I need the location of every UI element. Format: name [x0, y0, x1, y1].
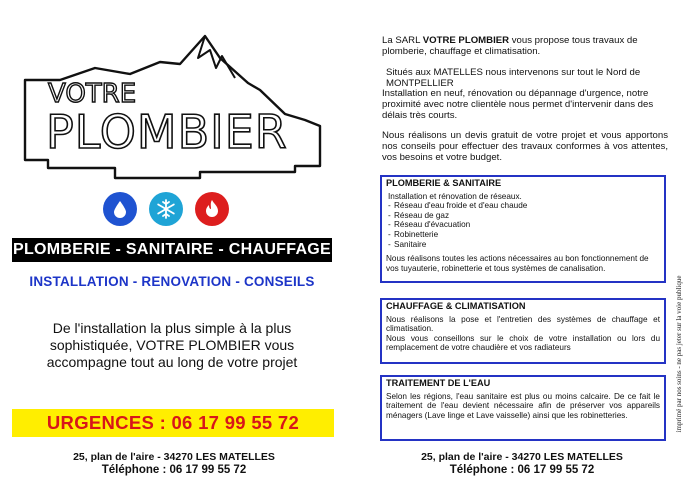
intro-paragraph-2: Situés aux MATELLES nous intervenons sur tout le Nord de MONTPELLIER	[386, 67, 641, 90]
box3-text: Selon les régions, l'eau sanitaire est plus ou moins calcaire. De ce fait le traitement de l'eau devient nécessaire afin de préserver vos appareils ménagers (Lave linge et Lave vaisselle) ainsi que les robinetteries.	[386, 391, 660, 420]
services-subtitle: INSTALLATION - RENOVATION - CONSEILS	[29, 274, 315, 289]
list-item: - Réseau de gaz	[386, 211, 660, 221]
box2-text2: Nous vous conseillons sur le choix de votre installation ou lors du remplacement de votre chaudière et vos radiateurs	[386, 333, 660, 353]
flame-icon	[195, 192, 229, 226]
company-logo	[20, 28, 330, 183]
logo-mountain-snow	[198, 36, 235, 78]
list-item: - Robinetterie	[386, 230, 660, 240]
right-phone[interactable]: Téléphone : 06 17 99 55 72	[449, 464, 595, 476]
box2-text1: Nous réalisons la pose et l'entretien des systèmes de chauffage et climatisation.	[386, 314, 660, 334]
intro-paragraph-3: Installation en neuf, rénovation ou dépannage d'urgence, notre proximité avec notre clientèle nous permet d'intervenir dans des délais très courts.	[382, 88, 654, 122]
p1-prefix: La SARL	[382, 35, 423, 46]
left-contact	[34, 451, 314, 477]
right-contact	[382, 451, 662, 477]
left-phone[interactable]: Téléphone : 06 17 99 55 72	[101, 464, 247, 476]
box3-title: TRAITEMENT DE L'EAU	[386, 378, 491, 388]
box1-lead: Installation et rénovation de réseaux.	[388, 191, 522, 201]
logo-plombier: PLOMBIER	[46, 105, 288, 159]
disposal-notice	[672, 246, 686, 461]
intro-paragraph-4: Nous réalisons un devis gratuit de votre projet et vous apportons nos conseils pour effectuer des travaux conformes à vos attentes, vos besoins et votre budget.	[382, 130, 668, 164]
service-icons	[103, 192, 243, 226]
p1-company-name: VOTRE PLOMBIER	[422, 35, 510, 46]
box2-title: CHAUFFAGE & CLIMATISATION	[386, 301, 526, 311]
box1-footer: Nous réalisons toutes les actions nécessaires au bon fonctionnement de vos tuyauterie, robinetterie et tous systèmes de canalisation.	[386, 254, 649, 273]
disposal-notice-text: imprimé par nos soins - ne pas jeter sur la voie publique	[675, 275, 683, 432]
box-traitement-eau	[380, 375, 666, 441]
box-plomberie-sanitaire	[380, 175, 666, 283]
box-chauffage-climatisation	[380, 298, 666, 364]
right-address: 25, plan de l'aire - 34270 LES MATELLES	[421, 451, 623, 463]
p1-rest: vous propose tous travaux de plomberie, chauffage et climatisation.	[382, 35, 638, 58]
emergency-phone-banner[interactable]: URGENCES : 06 17 99 55 72	[12, 409, 334, 437]
logo-votre: VOTRE	[48, 79, 137, 109]
services-banner: PLOMBERIE - SANITAIRE - CHAUFFAGE	[12, 238, 332, 262]
list-item: - Sanitaire	[386, 240, 660, 250]
intro-paragraph-1	[382, 35, 668, 57]
left-address: 25, plan de l'aire - 34270 LES MATELLES	[73, 451, 275, 463]
water-drop-icon	[103, 192, 137, 226]
intro-text: De l'installation la plus simple à la plus sophistiquée, VOTRE PLOMBIER vous accompagne tout au long de votre projet	[46, 320, 298, 370]
list-item: - Réseau d'évacuation	[386, 220, 660, 230]
list-item: - Réseau d'eau froide et d'eau chaude	[386, 201, 660, 211]
box1-list	[386, 201, 660, 249]
snowflake-icon	[149, 192, 183, 226]
box1-title: PLOMBERIE & SANITAIRE	[386, 178, 502, 188]
